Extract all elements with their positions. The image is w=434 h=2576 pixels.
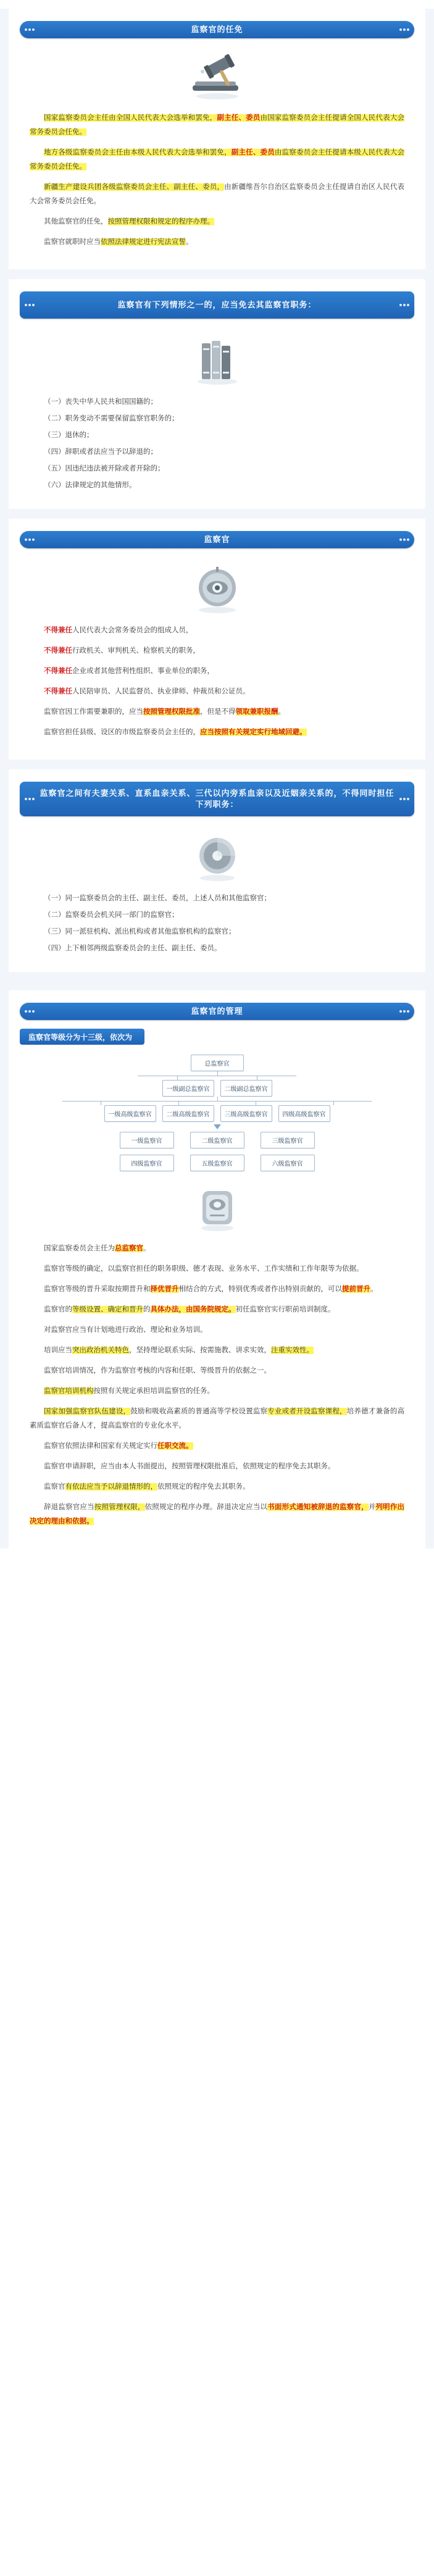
- paragraph: 不得兼任企业或者其他营利性组织、事业单位的职务，: [44, 667, 214, 675]
- paragraph: 监察官有依法应当予以辞退情形的，依照规定的程序免去其职务。: [44, 1483, 250, 1491]
- list-item: （四）上下相邻两级监察委员会的主任、副主任、委员。: [44, 945, 222, 952]
- org-row-level2: [19, 1080, 415, 1097]
- paragraph: 监察官等级的晋升采取按期晋升和择优晋升相结合的方式，特别优秀或者作出特别贡献的，可以提前晋升。: [44, 1286, 378, 1293]
- paragraph: 监察官就职时应当依照法律规定进行宪法宣誓。: [44, 238, 193, 246]
- org-node: 三级高级监察官: [220, 1105, 272, 1122]
- paragraph: 国家加强监察官队伍建设，鼓励和吸收高素质的普通高等学校设置监察专业或者开设监察课程，培养德才兼备的高素质监察官后备人才，提高监察官的专业化水平。: [30, 1408, 405, 1429]
- paragraph: 其他监察官的任免，按照管理权限和规定的程序办理。: [44, 218, 214, 225]
- paragraph: 监察官培训情况，作为监察官考核的内容和任职、等级晋升的依据之一。: [44, 1367, 271, 1374]
- paragraph: 对监察官应当有计划地进行政治、理论和业务培训。: [44, 1326, 207, 1334]
- paragraph: 新疆生产建设兵团各级监察委员会主任、副主任、委员，由新疆维吾尔自治区监察委员会主任提请自治区人民代表大会常务委员会任免。: [30, 183, 404, 205]
- paragraph: 监察官的等级设置、确定和晋升的具体办法，由国务院规定。初任监察官实行职前培训制度。: [44, 1306, 335, 1313]
- paragraph: 国家监察委员会主任为总监察官。: [44, 1245, 151, 1252]
- org-row-level4: [19, 1132, 415, 1148]
- list-item: （二）监察委员会机关同一部门的监察官；: [44, 911, 179, 919]
- org-node: 三级监察官: [261, 1132, 315, 1148]
- illustration-badge: [9, 557, 425, 624]
- illustration-gavel: [9, 47, 425, 111]
- paragraph: 培训应当突出政治机关特色，坚持理论联系实际、按需施教、讲求实效，注重实效性。: [44, 1347, 314, 1354]
- paragraph: 监察官等级的确定，以监察官担任的职务职级、德才表现、业务水平、工作实绩和工作年限等为依据。: [44, 1265, 364, 1273]
- org-node: 四级高级监察官: [278, 1105, 330, 1122]
- org-connector: [19, 1097, 415, 1105]
- banner-title: 监察官: [204, 535, 230, 545]
- list-item: （四）辞职或者法应当予以辞退的；: [44, 448, 157, 456]
- org-node: 二级监察官: [190, 1132, 244, 1148]
- list-item: （二）职务变动不需要保留监察官职务的；: [44, 415, 179, 422]
- banner-title: 监察官之间有夫妻关系、直系血亲关系、三代以内旁系血亲以及近姻亲关系的，不得同时担任下列职务：: [40, 788, 394, 809]
- list-item: （一）同一监察委员会的主任、副主任、委员，上述人员和其他监察官；: [44, 895, 271, 902]
- banner-title: 监察官有下列情形之一的，应当免去其监察官职务：: [117, 300, 317, 310]
- org-row-level1: [19, 1055, 415, 1071]
- badge-icon: [183, 563, 251, 615]
- section-removal: [9, 279, 425, 509]
- org-node: 四级监察官: [120, 1155, 174, 1171]
- section-management: [9, 990, 425, 1549]
- disc-icon: [186, 831, 248, 883]
- org-node: 五级监察官: [190, 1155, 244, 1171]
- section-banner-management: [20, 1003, 414, 1020]
- paragraph: 监察官依照法律和国家有关规定实行任职交流。: [44, 1442, 193, 1450]
- rank-badge-icon: [186, 1184, 248, 1233]
- org-node: 一级监察官: [120, 1132, 174, 1148]
- org-connector: [19, 1071, 415, 1080]
- paragraph: 监察官因工作需要兼职的，应当按照管理权限批准，但是不得领取兼职报酬。: [44, 708, 285, 716]
- paragraph: 监察官培训机构按照有关规定承担培训监察官的任务。: [44, 1387, 214, 1395]
- org-node: 六级监察官: [261, 1155, 315, 1171]
- org-arrow-icon: [19, 1122, 415, 1132]
- paragraph: 不得兼任人民代表大会常务委员会的组成人员，: [44, 627, 193, 634]
- section-prohibition: [9, 519, 425, 759]
- section-body-relatives: [9, 892, 425, 956]
- list-item: （六）法律规定的其他情形。: [44, 482, 136, 489]
- section-banner-appointment: [20, 21, 414, 38]
- document-page: [0, 9, 434, 1549]
- section-gap: [0, 982, 434, 990]
- list-item: （一）丧失中华人民共和国国籍的；: [44, 398, 157, 406]
- section-body-appointment: [9, 111, 425, 249]
- subsection-banner-levels: [20, 1029, 414, 1045]
- rank-org-chart: [9, 1052, 425, 1177]
- section-body-prohibition: [9, 624, 425, 740]
- paragraph: 不得兼任行政机关、审判机关、检察机关的职务，: [44, 647, 200, 654]
- books-icon: [183, 333, 251, 387]
- list-item: （三）同一派驻机构、派出机构或者其他监察机构的监察官；: [44, 928, 236, 935]
- org-node: 总监察官: [191, 1055, 244, 1071]
- illustration-rank-badge: [9, 1177, 425, 1242]
- section-body-removal: [9, 395, 425, 493]
- banner-title: 监察官的任免: [191, 25, 243, 35]
- illustration-books: [9, 327, 425, 395]
- paragraph: 监察官申请辞职，应当由本人书面提出，按照管理权限批准后，依照规定的程序免去其职务。: [44, 1463, 335, 1470]
- banner-title: 监察官的管理: [191, 1006, 243, 1016]
- paragraph: 监察官担任县级、设区的市级监察委员会主任的，应当按照有关规定实行地域回避。: [44, 729, 307, 736]
- list-item: （三）退休的；: [44, 432, 94, 439]
- section-banner-prohibition: [20, 531, 414, 548]
- org-node: 二级高级监察官: [162, 1105, 214, 1122]
- paragraph: 国家监察委员会主任由全国人民代表大会选举和罢免，副主任、委员由国家监察委员会主任提请全国人民代表大会常务委员会任免。: [30, 114, 405, 136]
- org-row-level3: [19, 1105, 415, 1122]
- subbanner-label: 监察官等级分为十三级，依次为: [20, 1029, 144, 1045]
- paragraph: 不得兼任人民陪审员、人民监督员、执业律师、仲裁员和公证员。: [44, 688, 250, 695]
- gavel-icon: [180, 53, 254, 102]
- section-banner-relatives: [20, 782, 414, 816]
- org-node: 二级副总监察官: [220, 1080, 272, 1097]
- section-relatives: [9, 769, 425, 972]
- section-banner-removal: [20, 291, 414, 319]
- section-appointment: [9, 9, 425, 269]
- section-body-management: [9, 1242, 425, 1529]
- org-node: 一级高级监察官: [104, 1105, 156, 1122]
- list-item: （五）因违纪违法被开除或者开除的；: [44, 465, 165, 472]
- org-node: 一级副总监察官: [162, 1080, 214, 1097]
- paragraph: 辞退监察官应当按照管理权限，依照规定的程序办理。辞退决定应当以书面形式通知被辞退的监察官，并列明作出决定的理由和依据。: [30, 1503, 405, 1525]
- org-row-level5: [19, 1155, 415, 1171]
- paragraph: 地方各级监察委员会主任由本级人民代表大会选举和罢免，副主任、委员由监察委员会主任提请本级人民代表大会常务委员会任免。: [30, 149, 405, 170]
- illustration-disc: [9, 825, 425, 892]
